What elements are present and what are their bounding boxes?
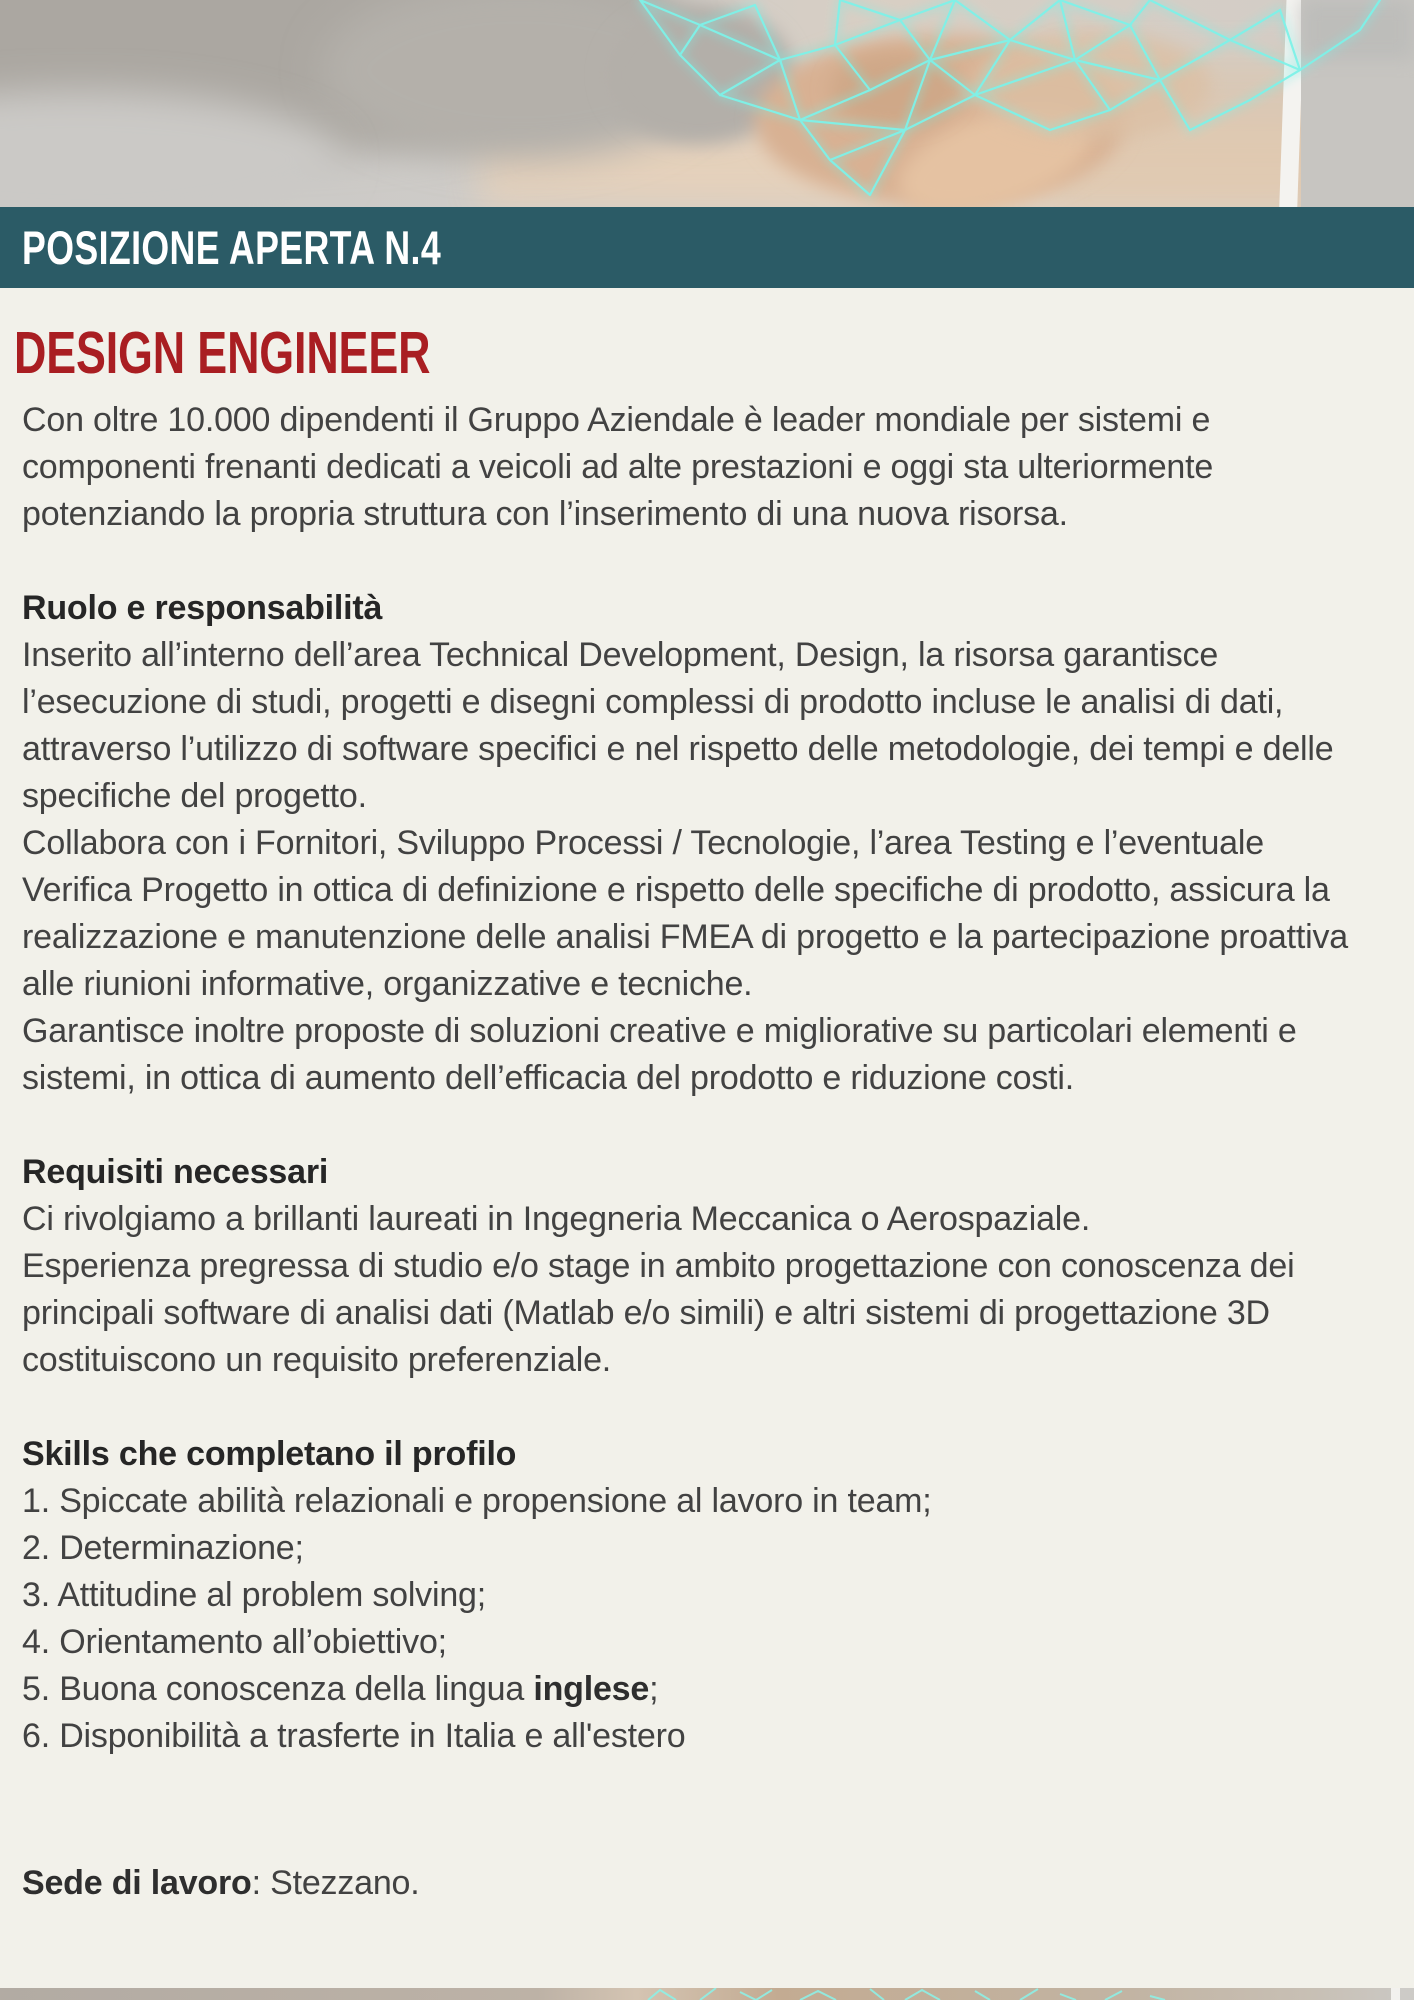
- section-heading-requisiti: Requisiti necessari: [22, 1153, 329, 1191]
- skill-item-3: 3. Attitudine al problem solving;: [22, 1576, 487, 1614]
- section-heading-skills: Skills che completano il profilo: [22, 1435, 517, 1473]
- job-title: DESIGN ENGINEER: [14, 320, 431, 386]
- requisiti-paragraph-1: Ci rivolgiamo a brillanti laureati in Ingegneria Meccanica o Aerospaziale.: [22, 1200, 1091, 1238]
- next-section-photo-edge: [0, 1988, 1414, 2000]
- job-description: [0, 320, 1414, 1907]
- ruolo-paragraph-2: Collabora con i Fornitori, Sviluppo Processi / Tecnologie, l’area Testing e l’eventuale Verifica Progetto in ottica di definizione e rispetto delle specifiche di prodotto, assicura la realizzazione e manutenzione delle analisi FMEA di progetto e la partecipazione proattiva alle riunioni informative, organizzative e tecniche.: [22, 824, 1348, 1003]
- work-location-label: Sede di lavoro: [22, 1864, 252, 1902]
- handshake-photo: [0, 0, 1414, 207]
- job-title-row: [14, 320, 1372, 386]
- position-banner-label: POSIZIONE APERTA N.4: [22, 221, 442, 274]
- work-location: [22, 1860, 1372, 1907]
- ruolo-paragraph-3: Garantisce inoltre proposte di soluzioni creative e migliorative su particolari elementi e sistemi, in ottica di aumento dell’efficacia del prodotto e riduzione costi.: [22, 1012, 1297, 1097]
- ruolo-paragraph-1: Inserito all’interno dell’area Technical Development, Design, la risorsa garantisce l’esecuzione di studi, progetti e disegni complessi di prodotto incluse le analisi di dati, attraverso l’utilizzo di software specifici e nel rispetto delle metodologie, dei tempi e delle specifiche del progetto.: [22, 636, 1334, 815]
- skill-item-2: 2. Determinazione;: [22, 1529, 304, 1567]
- skill-item-4: 4. Orientamento all’obiettivo;: [22, 1623, 447, 1661]
- requisiti-paragraph-2: Esperienza pregressa di studio e/o stage in ambito progettazione con conoscenza dei principali software di analisi dati (Matlab e/o simili) e altri sistemi di progettazione 3D costituiscono un requisito preferenziale.: [22, 1247, 1295, 1379]
- work-location-value: : Stezzano.: [251, 1864, 420, 1902]
- next-section-photo-edge-art: [0, 1988, 1414, 2000]
- position-banner: [0, 207, 1414, 288]
- section-heading-ruolo: Ruolo e responsabilità: [22, 589, 383, 627]
- skill-item-5: 5. Buona conoscenza della lingua inglese;: [22, 1670, 659, 1708]
- skill-item-6: 6. Disponibilità a trasferte in Italia e all'estero: [22, 1717, 686, 1755]
- skills-list: [22, 1478, 1372, 1760]
- skill-item-1: 1. Spiccate abilità relazionali e propensione al lavoro in team;: [22, 1482, 932, 1520]
- handshake-photo-art: [0, 0, 1414, 207]
- intro-paragraph: Con oltre 10.000 dipendenti il Gruppo Aziendale è leader mondiale per sistemi e componenti frenanti dedicati a veicoli ad alte prestazioni e oggi sta ulteriormente potenziando la propria struttura con l’inserimento di una nuova risorsa.: [22, 401, 1214, 533]
